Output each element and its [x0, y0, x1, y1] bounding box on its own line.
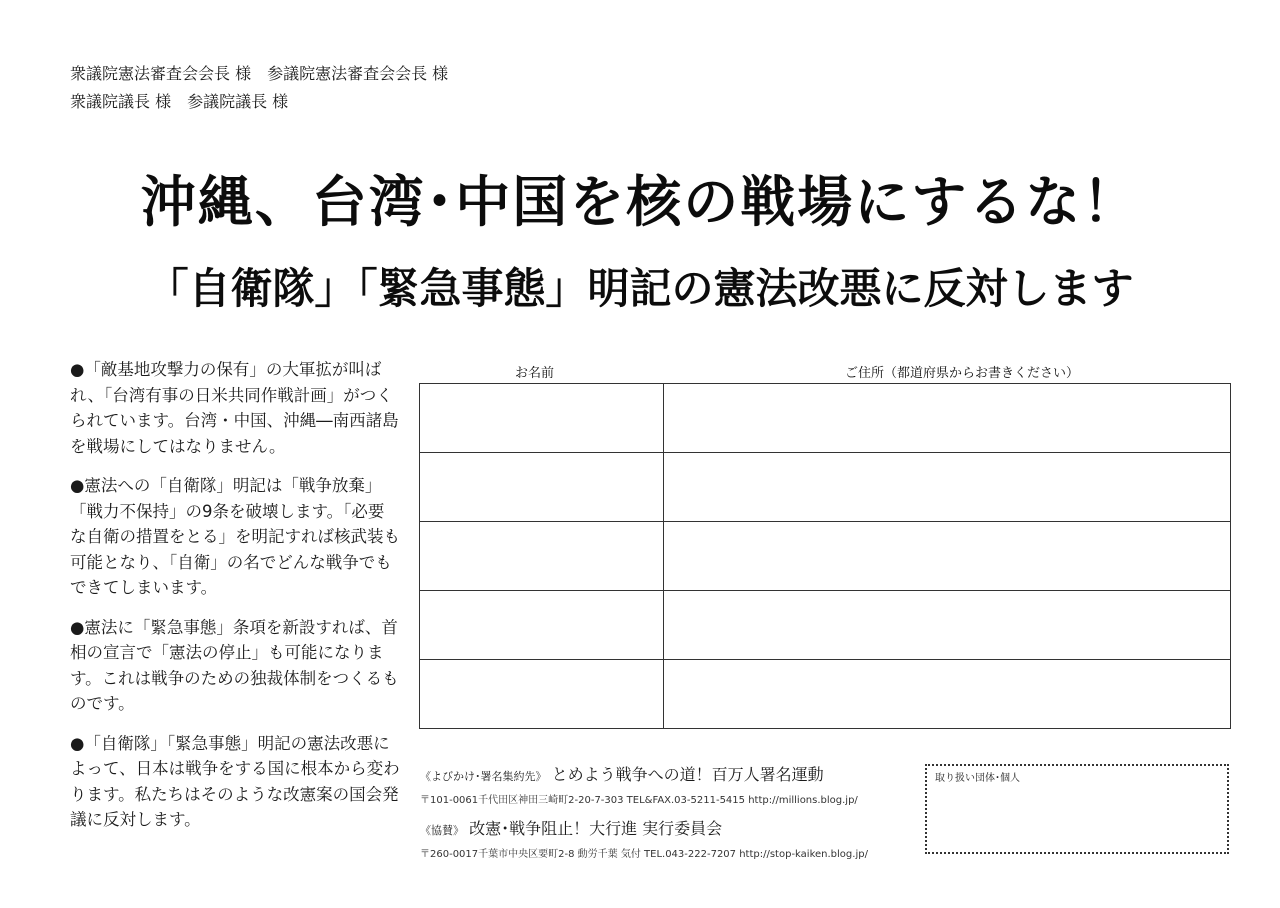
point-2: ●憲法への「自衛隊」明記は「戦争放棄」「戦力不保持」の9条を破壊します。「必要な自衛の措置をとる」を明記すれば核武装も可能となり、「自衛」の名でどんな戦争でもできてしまいます。	[70, 476, 400, 597]
signature-row	[420, 660, 1231, 729]
name-cell[interactable]	[420, 522, 664, 591]
main-title: 沖縄、台湾･中国を核の戦場にするな！	[140, 169, 1140, 234]
handling-organization-box[interactable]	[925, 764, 1229, 854]
address-cell[interactable]	[664, 453, 1231, 522]
organizer-label: 《よびかけ･署名集約先》	[420, 770, 547, 783]
signature-row	[420, 453, 1231, 522]
name-cell[interactable]	[420, 660, 664, 729]
addressee-line-2: 衆議院議長 様 参議院議長 様	[70, 92, 289, 111]
signature-area	[419, 358, 1231, 729]
name-column-header: お名前	[515, 366, 555, 381]
signature-row	[420, 591, 1231, 660]
sponsor-line	[420, 816, 920, 839]
sponsor-name: 改憲･戦争阻止！大行進 実行委員会	[469, 819, 723, 838]
organizer-contact: 〒101-0061千代田区神田三崎町2-20-7-303 TEL&FAX.03-5211-5415 http://millions.blog.jp/	[420, 795, 858, 806]
addressee-line-1: 衆議院憲法審査会会長 様 参議院憲法審査会会長 様	[70, 64, 449, 83]
signature-table	[419, 383, 1231, 729]
subtitle: 「自衛隊」「緊急事態」明記の憲法改悪に反対します	[146, 264, 1134, 313]
name-cell[interactable]	[420, 384, 664, 453]
addressees	[70, 60, 448, 116]
signature-row	[420, 384, 1231, 453]
organizer-line	[420, 762, 920, 785]
point-3: ●憲法に「緊急事態」条項を新設すれば、首相の宣言で「憲法の停止」も可能になります。これは戦争のための独裁体制をつくるものです。	[70, 617, 399, 713]
address-cell[interactable]	[664, 384, 1231, 453]
name-cell[interactable]	[420, 453, 664, 522]
sponsor-label: 《協賛》	[420, 824, 464, 837]
organizer-name: とめよう戦争への道！百万人署名運動	[551, 765, 824, 784]
footer	[420, 762, 920, 860]
signature-row	[420, 522, 1231, 591]
signature-table-header	[419, 358, 1231, 383]
petition-points	[70, 357, 400, 847]
point-1: ●「敵基地攻撃力の保有」の大軍拡が叫ばれ、「台湾有事の日米共同作戦計画」がつくられています。台湾・中国、沖縄―南西諸島を戦場にしてはなりません。	[70, 360, 399, 456]
address-column-header: ご住所（都道府県からお書きください）	[845, 366, 1080, 381]
handling-organization-label: 取り扱い団体･個人	[935, 773, 1020, 784]
address-cell[interactable]	[664, 522, 1231, 591]
address-cell[interactable]	[664, 660, 1231, 729]
name-cell[interactable]	[420, 591, 664, 660]
address-cell[interactable]	[664, 591, 1231, 660]
sponsor-contact: 〒260-0017千葉市中央区要町2-8 動労千葉 気付 TEL.043-222-7207 http://stop-kaiken.blog.jp/	[420, 849, 868, 860]
point-4: ●「自衛隊」「緊急事態」明記の憲法改悪によって、日本は戦争をする国に根本から変わります。私たちはそのような改憲案の国会発議に反対します。	[70, 733, 400, 829]
